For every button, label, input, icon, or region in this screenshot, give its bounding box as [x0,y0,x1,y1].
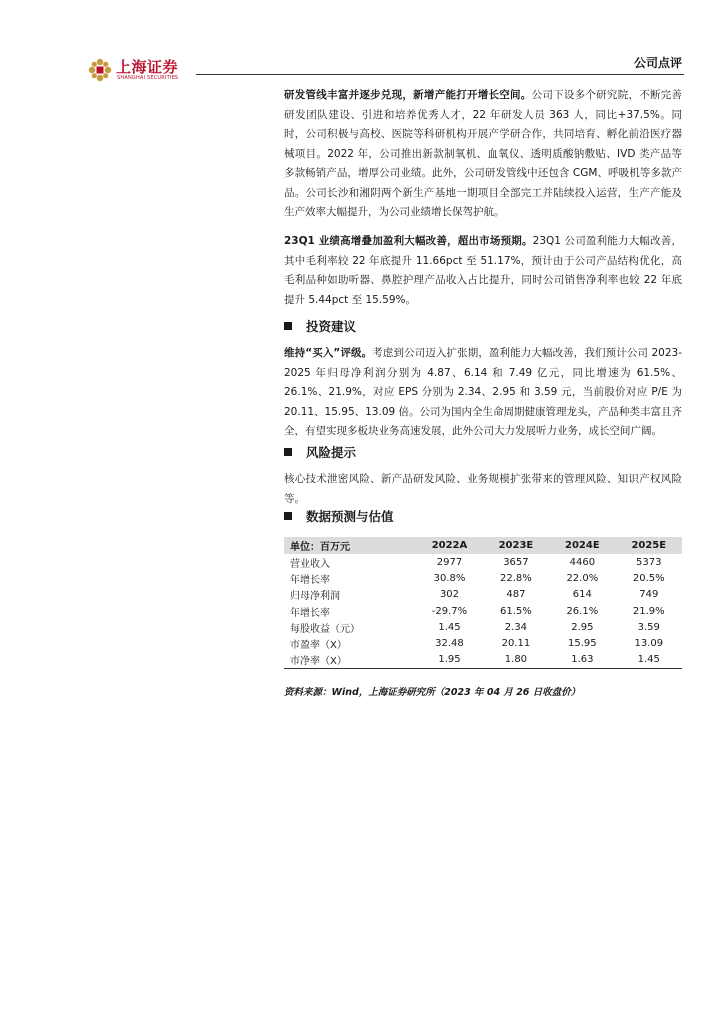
table-cell: 21.9% [632,605,665,617]
table-cell: -29.7% [431,605,468,617]
paragraph-risk [284,470,682,509]
table-cell: 1.45 [616,652,682,669]
table-cell: 5373 [636,556,662,568]
bullet-square-icon [284,448,292,456]
paragraph-body: 23Q1 公司盈利能力大幅改善，其中毛利率较 22 年底提升 11.66pct 至 51.17%，预计由于公司产品结构优化，高毛利品种如助听器、鼻腔护理产品收入占比提升，同时公司销售净利率也较 22 年底提升 5.44pct 至 15.59%。 [284,235,682,306]
paragraph-investment [284,344,682,442]
table-cell: 614 [572,589,592,601]
table-row [284,587,682,603]
table-row [284,652,682,669]
page-header [0,0,724,80]
paragraph-lead: 维持“买入”评级。 [284,347,373,359]
table-row [284,554,682,570]
table-cell: 归母净利润 [290,591,340,603]
source-note: 资料来源：Wind，上海证券研究所（2023 年 04 月 26 日收盘价） [284,687,581,698]
table-cell: 1.63 [549,652,615,669]
logo-text-cn: 上海证券 [116,58,179,76]
paragraph-lead: 研发管线丰富并逐步兑现，新增产能打开增长空间。 [284,89,532,101]
table-row [284,635,682,651]
section-title-forecast: 数据预测与估值 [284,508,394,526]
table-cell: 302 [439,589,460,601]
document-type-label: 公司点评 [633,56,682,70]
table-cell: 32.48 [435,638,464,650]
table-cell: 61.5% [500,605,532,617]
table-row [284,570,682,586]
table-row [284,619,682,635]
table-cell: 4460 [569,556,596,568]
company-logo [88,56,188,84]
section-title-investment: 投资建议 [284,318,356,336]
table-cell: 1.95 [416,652,482,669]
table-cell: 市净率（X） [284,652,416,669]
paragraph-q1-results [284,232,682,310]
table-header-row [284,537,682,554]
table-cell: 2.34 [504,621,528,633]
table-cell: 20.5% [632,572,665,584]
table-cell: 20.11 [501,638,531,650]
table-cell: 市盈率（X） [290,640,347,652]
paragraph-lead: 23Q1 业绩高增叠加盈利大幅改善，超出市场预期。 [284,235,533,247]
table-cell: 1.80 [483,652,549,669]
forecast-table-wrapper [284,537,682,669]
paragraph-body: 核心技术泄密风险、新产品研发风险、业务规模扩张带来的管理风险、知识产权风险等。 [284,473,682,505]
table-header-cell: 2024E [549,537,615,554]
table-cell: 年增长率 [290,574,330,586]
table-cell: 2977 [436,556,463,568]
paragraph-body: 公司下设多个研究院，不断完善研发团队建设、引进和培养优秀人才，22 年研发人员 363 人，同比+37.5%。同时，公司积极与高校、医院等科研机构开展产学研合作，共同培育、孵化前沿医疗器械项目。2022 年，公司推出新款制氧机、血氧仪、透明质酸钠敷贴、IVD 类产品等多款畅销产品，增厚公司业绩。此外，公司研发管线中还包含 CGM、呼吸机等多款产品。公司长沙和湘阴两个新生产基地一期项目全部完工并陆续投入运营，生产产能及生产效率大幅提升，为公司业绩增长保驾护航。 [284,89,683,218]
forecast-table [284,537,682,669]
bullet-square-icon [284,512,292,520]
table-cell: 1.45 [438,621,461,633]
section-title-risk: 风险提示 [284,444,356,462]
table-cell: 2.95 [571,621,594,633]
table-row [284,603,682,619]
table-cell: 营业收入 [290,558,330,570]
logo-mark-icon [88,58,112,82]
table-cell: 22.8% [500,572,532,584]
table-cell: 15.95 [568,638,597,650]
header-divider [196,74,684,75]
logo-text-en: SHANGHAI SECURITIES [117,75,179,81]
table-header-cell: 2022A [416,537,482,554]
table-header-cell: 单位：百万元 [284,537,416,554]
table-cell: 749 [639,589,659,601]
paragraph-pipeline [284,86,682,223]
table-cell: 22.0% [566,572,599,584]
table-cell: 13.09 [634,638,664,650]
table-cell: 30.8% [433,572,466,584]
paragraph-body: 考虑到公司迈入扩张期，盈利能力大幅改善，我们预计公司 2023-2025 年归母净利润分别为 4.87、6.14 和 7.49 亿元，同比增速为 61.5%、26.1%、21.9%，对应 EPS 分别为 2.34、2.95 和 3.59 元，当前股价对应 P/E 为 20.11、15.95、13.09 倍。公司为国内全生命周期健康管理龙头，产品种类丰富且齐全，有望实现多板块业务高速发展，此外公司大力发展听力业务，成长空间广阔。 [284,347,683,437]
table-cell: 487 [506,589,526,601]
table-header-cell: 2025E [616,537,682,554]
table-cell: 26.1% [566,605,599,617]
table-cell: 3657 [503,556,529,568]
table-cell: 年增长率 [290,607,330,619]
table-cell: 每股收益（元） [290,623,360,635]
table-header-cell: 2023E [483,537,549,554]
table-cell: 3.59 [637,621,660,633]
bullet-square-icon [284,322,292,330]
